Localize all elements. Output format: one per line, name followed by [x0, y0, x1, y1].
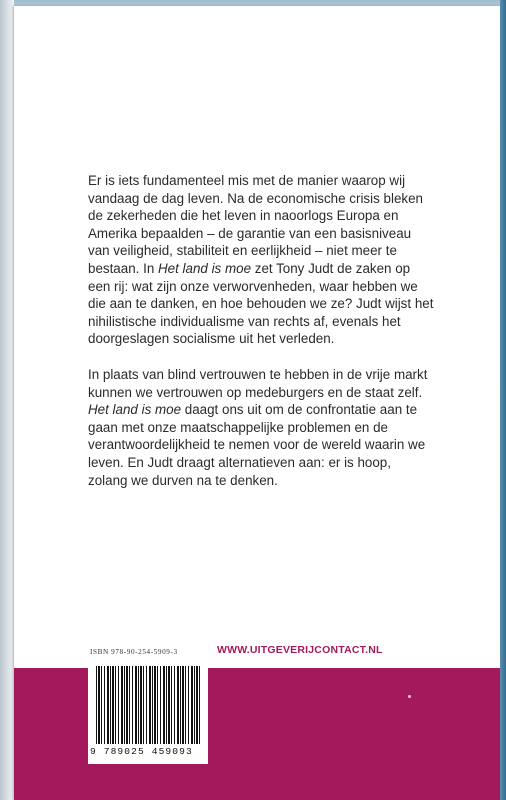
decorative-dot [408, 695, 411, 698]
barcode-number: 9 789025 459093 [90, 746, 193, 757]
blurb-paragraph-1 [88, 172, 434, 348]
blurb-paragraph-2 [88, 366, 434, 489]
isbn-label: ISBN 978-90-254-5909-3 [90, 648, 178, 656]
book-title-italic: Het land is moe [157, 260, 252, 276]
magenta-band [14, 668, 500, 800]
book-edge-right [500, 0, 506, 800]
publisher-website: WWW.UITGEVERIJCONTACT.NL [217, 644, 383, 656]
barcode-bars [96, 666, 202, 744]
back-cover-blurb [88, 172, 434, 507]
blurb-text: daagt ons uit om de confrontatie aan te gaan met onze maatschappelijke problemen en de verantwoordelijkheid te nemen voor de wereld waarin we leven. En Judt draagt alternatieven aan: er is hoop, zolang we durven na te denken. [88, 402, 426, 488]
blurb-text: In plaats van blind vertrouwen te hebben in de vrije markt kunnen we vertrouwen op medeburgers en de staat zelf. [88, 366, 428, 400]
book-spine-left [0, 0, 14, 800]
book-title-italic: Het land is moe [88, 402, 182, 418]
blurb-text: zet Tony Judt de zaken op een rij: wat zijn onze verworvenheden, waar hebben we die aan te danken, en hoe behouden we ze? Judt wijst het nihilistische individualisme van rechts af, evenals het doorgeslagen socialisme uit het verleden. [88, 260, 434, 347]
blurb-text: Er is iets fundamenteel mis met de manier waarop wij vandaag de dag leven. Na de economische crisis bleken de zekerheden die het leven in naoorlogs Europa en Amerika bepaalden – de garantie van een basisniveau van veiligheid, stabiliteit en eerlijkheid – niet meer te bestaan. In [88, 173, 423, 276]
barcode [88, 660, 208, 764]
